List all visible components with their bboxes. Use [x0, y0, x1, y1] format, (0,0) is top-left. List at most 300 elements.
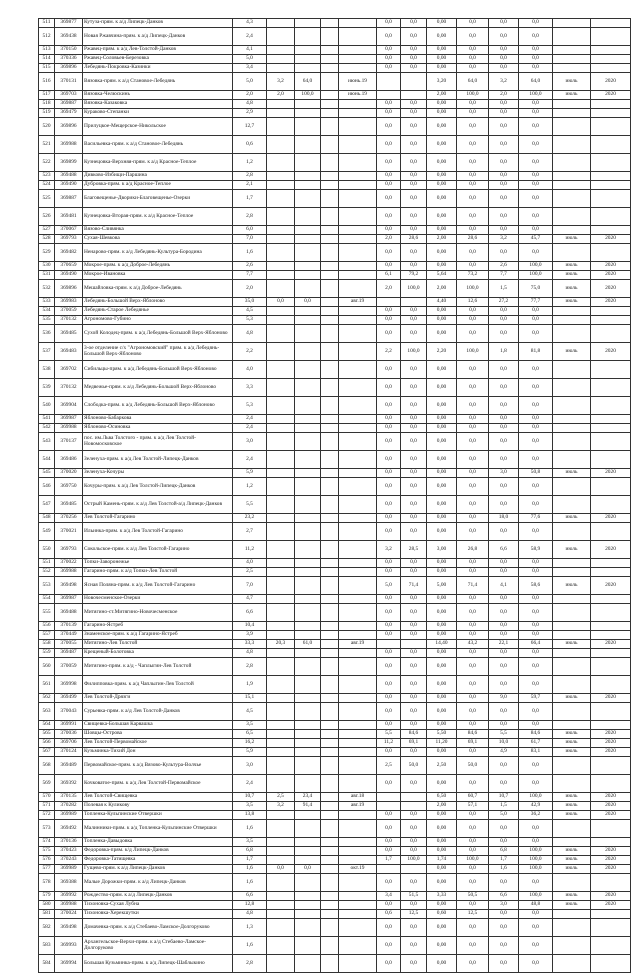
cell-c16 [591, 496, 631, 514]
cell-c14: 0,0 [519, 307, 553, 316]
cell-c7 [321, 541, 339, 559]
cell-c12: 0,0 [457, 109, 489, 118]
cell-len: 5,3 [233, 316, 267, 325]
cell-name: Топленка-Кульпинские Отвершки [83, 811, 233, 820]
cell-name: Мокрое-прям. к а/д Доброе-Лебедянь [83, 262, 233, 271]
table-row [39, 901, 631, 910]
cell-c13: 0,0 [489, 910, 519, 919]
cell-c15 [553, 361, 591, 379]
cell-c11: 2,00 [427, 280, 457, 298]
cell-c6 [295, 559, 321, 568]
cell-c8 [339, 658, 377, 676]
cell-c15: июль [553, 91, 591, 100]
cell-c16 [591, 721, 631, 730]
cell-c10 [401, 640, 427, 649]
cell-c11: 0,00 [427, 55, 457, 64]
cell-c11: 0,60 [427, 910, 457, 919]
cell-n: 550 [39, 541, 55, 559]
cell-c11: 0,00 [427, 109, 457, 118]
cell-c14: 61,7 [519, 739, 553, 748]
cell-c8 [339, 433, 377, 451]
cell-c8 [339, 649, 377, 658]
cell-c16 [591, 523, 631, 541]
cell-c15 [553, 658, 591, 676]
cell-c10: 0,0 [401, 874, 427, 892]
cell-c14: 0,0 [519, 478, 553, 496]
table-row [39, 91, 631, 100]
cell-c16: 2020 [591, 865, 631, 874]
cell-c15 [553, 955, 591, 973]
cell-n: 575 [39, 847, 55, 856]
cell-c6 [295, 910, 321, 919]
cell-c16 [591, 244, 631, 262]
cell-name: Гагарино-Ястреб [83, 622, 233, 631]
cell-c5: 0,0 [267, 298, 295, 307]
cell-c11: 0,00 [427, 865, 457, 874]
cell-n: 552 [39, 568, 55, 577]
table-row [39, 118, 631, 136]
cell-c7 [321, 676, 339, 694]
cell-c5 [267, 856, 295, 865]
cell-c8 [339, 154, 377, 172]
cell-name: Благовещенье-Дворики-Благовещенье-Озерки [83, 190, 233, 208]
cell-c13: 0,0 [489, 136, 519, 154]
cell-c12: 0,0 [457, 397, 489, 415]
cell-c15 [553, 154, 591, 172]
cell-c13: 0,0 [489, 919, 519, 937]
cell-c8 [339, 415, 377, 424]
cell-len: 5,9 [233, 748, 267, 757]
cell-c14: 100,0 [519, 91, 553, 100]
cell-c14: 0,0 [519, 703, 553, 721]
cell-c7 [321, 604, 339, 622]
cell-c16: 2020 [591, 811, 631, 820]
cell-len: 6,0 [233, 226, 267, 235]
cell-c7 [321, 244, 339, 262]
cell-c6 [295, 262, 321, 271]
cell-c8 [339, 559, 377, 568]
cell-len: 2,1 [233, 181, 267, 190]
cell-c14: 0,0 [519, 181, 553, 190]
cell-n: 520 [39, 118, 55, 136]
cell-n: 556 [39, 622, 55, 631]
cell-c11: 0,00 [427, 874, 457, 892]
table-row [39, 55, 631, 64]
cell-c7 [321, 919, 339, 937]
cell-n: 541 [39, 415, 55, 424]
cell-c6 [295, 721, 321, 730]
cell-c14: 66,4 [519, 640, 553, 649]
cell-c8 [339, 226, 377, 235]
cell-c15: июль [553, 901, 591, 910]
cell-c8: авг.18 [339, 793, 377, 802]
cell-code: 369987 [55, 595, 83, 604]
cell-c10: 0,0 [401, 316, 427, 325]
cell-c9: 2,0 [377, 280, 401, 298]
cell-c16 [591, 559, 631, 568]
cell-name: Топки-Заворонежье [83, 559, 233, 568]
cell-c11: 0,00 [427, 847, 457, 856]
cell-c7 [321, 397, 339, 415]
cell-c9: 0,0 [377, 226, 401, 235]
cell-c14: 58,6 [519, 577, 553, 595]
cell-c15 [553, 757, 591, 775]
cell-c13: 5,5 [489, 730, 519, 739]
cell-c6 [295, 181, 321, 190]
cell-c15 [553, 172, 591, 181]
cell-c5 [267, 595, 295, 604]
cell-code: 369896 [55, 280, 83, 298]
cell-c9: 0,0 [377, 46, 401, 55]
cell-c10: 0,0 [401, 469, 427, 478]
cell-c12: 0,0 [457, 208, 489, 226]
cell-c6 [295, 136, 321, 154]
cell-c5 [267, 451, 295, 469]
cell-c13: 0,0 [489, 757, 519, 775]
cell-c7 [321, 937, 339, 955]
cell-c7 [321, 271, 339, 280]
table-row [39, 451, 631, 469]
cell-c15 [553, 244, 591, 262]
cell-c10: 0,0 [401, 397, 427, 415]
cell-c5 [267, 226, 295, 235]
cell-c5 [267, 604, 295, 622]
cell-code: 369703 [55, 91, 83, 100]
cell-c8 [339, 397, 377, 415]
cell-len: 7,0 [233, 577, 267, 595]
cell-c12: 0,0 [457, 172, 489, 181]
cell-c16: 2020 [591, 802, 631, 811]
cell-c14: 48,8 [519, 901, 553, 910]
cell-c9: 0,0 [377, 676, 401, 694]
cell-c15: июль [553, 262, 591, 271]
table-row [39, 316, 631, 325]
table-row [39, 514, 631, 523]
cell-c7 [321, 847, 339, 856]
cell-c11: 0,00 [427, 307, 457, 316]
table-body [39, 19, 631, 973]
cell-c11: 0,00 [427, 100, 457, 109]
cell-c7 [321, 955, 339, 973]
cell-c7 [321, 748, 339, 757]
cell-c13: 0,0 [489, 181, 519, 190]
table-row [39, 46, 631, 55]
cell-c10: 0,0 [401, 847, 427, 856]
cell-c7 [321, 496, 339, 514]
cell-name: Крещеный-Болотовка [83, 649, 233, 658]
cell-len: 11,2 [233, 541, 267, 559]
cell-c15: июль [553, 343, 591, 361]
cell-c5 [267, 937, 295, 955]
cell-c11: 0,00 [427, 703, 457, 721]
cell-name: Сибильцы-прям. к а/д Лебедянь-Большой Верх-Яблоново [83, 361, 233, 379]
cell-c10: 28,6 [401, 235, 427, 244]
cell-c5 [267, 757, 295, 775]
cell-c16: 2020 [591, 739, 631, 748]
cell-c12: 0,0 [457, 64, 489, 73]
cell-c12: 50,5 [457, 892, 489, 901]
cell-c11: 0,00 [427, 262, 457, 271]
cell-c9: 0,0 [377, 325, 401, 343]
cell-c7 [321, 361, 339, 379]
cell-n: 559 [39, 649, 55, 658]
cell-c14: 0,0 [519, 820, 553, 838]
cell-c12: 0,0 [457, 604, 489, 622]
cell-c7 [321, 181, 339, 190]
cell-c8 [339, 847, 377, 856]
cell-n: 554 [39, 595, 55, 604]
cell-c9: 0,0 [377, 496, 401, 514]
cell-c6 [295, 820, 321, 838]
cell-c16 [591, 424, 631, 433]
cell-c11: 5,00 [427, 577, 457, 595]
cell-c5 [267, 64, 295, 73]
cell-name: Вязовка-Челюскинь [83, 91, 233, 100]
cell-code: 369992 [55, 892, 83, 901]
cell-code: 369706 [55, 739, 83, 748]
cell-c15 [553, 622, 591, 631]
cell-c13: 0,0 [489, 721, 519, 730]
cell-code: 370022 [55, 559, 83, 568]
cell-c16 [591, 307, 631, 316]
cell-c7 [321, 64, 339, 73]
cell-c8 [339, 676, 377, 694]
cell-n: 526 [39, 208, 55, 226]
cell-c9: 0,0 [377, 433, 401, 451]
cell-c9: 0,0 [377, 172, 401, 181]
cell-c14: 0,0 [519, 838, 553, 847]
cell-c5 [267, 748, 295, 757]
cell-c5 [267, 910, 295, 919]
cell-c7 [321, 703, 339, 721]
cell-c7 [321, 28, 339, 46]
cell-c8 [339, 469, 377, 478]
cell-c6 [295, 19, 321, 28]
road-register-sheet [38, 18, 616, 966]
cell-c14: 83,1 [519, 748, 553, 757]
cell-c10: 0,0 [401, 622, 427, 631]
cell-c7 [321, 559, 339, 568]
cell-c5 [267, 901, 295, 910]
cell-c7 [321, 622, 339, 631]
cell-c16: 2020 [591, 262, 631, 271]
cell-c5 [267, 262, 295, 271]
cell-name: Рождество-прям. к а/д Липецк-Данков [83, 892, 233, 901]
cell-c16 [591, 64, 631, 73]
table-row [39, 838, 631, 847]
cell-c11: 0,00 [427, 118, 457, 136]
cell-c5 [267, 100, 295, 109]
cell-c11: 1,74 [427, 856, 457, 865]
cell-c16: 2020 [591, 847, 631, 856]
cell-c12: 0,0 [457, 316, 489, 325]
cell-c14: 0,0 [519, 631, 553, 640]
cell-c12: 100,0 [457, 856, 489, 865]
cell-c6 [295, 226, 321, 235]
cell-len: 35,0 [233, 298, 267, 307]
cell-c10: 51,5 [401, 892, 427, 901]
table-row [39, 820, 631, 838]
cell-c13: 0,0 [489, 631, 519, 640]
cell-c13: 0,0 [489, 775, 519, 793]
cell-c15 [553, 181, 591, 190]
cell-name: Лев Толстой-Первомайское [83, 739, 233, 748]
cell-c12: 100,0 [457, 343, 489, 361]
cell-c10: 69,1 [401, 739, 427, 748]
cell-c14: 100,0 [519, 856, 553, 865]
cell-code: 369499 [55, 694, 83, 703]
cell-c7 [321, 307, 339, 316]
cell-name: 3-ое отделение с/х "Агрономовский" прям. к а/д Лебедянь-Большой Верх-Яблоново [83, 343, 233, 361]
table-row [39, 919, 631, 937]
cell-c16: 2020 [591, 577, 631, 595]
table-row [39, 694, 631, 703]
cell-code: 370055 [55, 640, 83, 649]
cell-c9: 0,0 [377, 514, 401, 523]
cell-len: 2,6 [233, 262, 267, 271]
cell-c5 [267, 811, 295, 820]
cell-c16 [591, 649, 631, 658]
cell-c14: 0,0 [519, 433, 553, 451]
cell-n: 514 [39, 55, 55, 64]
cell-c6: 91,4 [295, 802, 321, 811]
cell-c10: 0,0 [401, 775, 427, 793]
cell-name: Зеленуха-Кочуры [83, 469, 233, 478]
cell-c10: 0,0 [401, 523, 427, 541]
cell-c13: 0,0 [489, 226, 519, 235]
cell-c5 [267, 919, 295, 937]
cell-c15: июль [553, 514, 591, 523]
cell-c9: 0,0 [377, 631, 401, 640]
cell-c6 [295, 748, 321, 757]
cell-code: 369993 [55, 937, 83, 955]
cell-c8 [339, 604, 377, 622]
cell-c12: 0,0 [457, 154, 489, 172]
cell-name: Прилуцкое-Мещерское-Никольское [83, 118, 233, 136]
table-row [39, 190, 631, 208]
cell-c14: 0,0 [519, 415, 553, 424]
cell-c10: 0,0 [401, 19, 427, 28]
cell-c13: 0,0 [489, 838, 519, 847]
cell-c9: 0,6 [377, 910, 401, 919]
cell-c12: 0,0 [457, 955, 489, 973]
cell-c12: 0,0 [457, 658, 489, 676]
cell-c11: 0,00 [427, 820, 457, 838]
cell-c10: 12,5 [401, 910, 427, 919]
cell-len: 3,9 [233, 631, 267, 640]
table-row [39, 955, 631, 973]
cell-c12: 0,0 [457, 469, 489, 478]
cell-c13: 27,2 [489, 298, 519, 307]
cell-c13: 4,1 [489, 577, 519, 595]
cell-c8 [339, 19, 377, 28]
cell-name: Медвежье-прям. к а/д Лебедянь-Большой Верх-Яблоново [83, 379, 233, 397]
cell-c16: 2020 [591, 514, 631, 523]
cell-c5 [267, 523, 295, 541]
cell-name: Острый Камень-прям. к а/д Лев Толстой-а/д Липецк-Данков [83, 496, 233, 514]
table-row [39, 865, 631, 874]
cell-c15 [553, 424, 591, 433]
cell-c12: 0,0 [457, 136, 489, 154]
cell-c15 [553, 28, 591, 46]
cell-c15: июль [553, 811, 591, 820]
cell-name: Лев Толстой-Дрязги [83, 694, 233, 703]
cell-c15 [553, 631, 591, 640]
cell-len: 3,4 [233, 64, 267, 73]
cell-c13: 0,0 [489, 820, 519, 838]
cell-c14: 0,0 [519, 955, 553, 973]
cell-n: 524 [39, 181, 55, 190]
cell-len: 10,4 [233, 622, 267, 631]
table-row [39, 415, 631, 424]
table-row [39, 478, 631, 496]
cell-name: Сурьевка-прям. к а/д Лев Толстой-Данков [83, 703, 233, 721]
cell-c12: 84,6 [457, 730, 489, 739]
cell-c5 [267, 235, 295, 244]
cell-n: 583 [39, 937, 55, 955]
cell-c6 [295, 604, 321, 622]
cell-c12: 0,0 [457, 28, 489, 46]
cell-c8 [339, 595, 377, 604]
cell-c8: авг.19 [339, 298, 377, 307]
cell-c9: 0,0 [377, 748, 401, 757]
cell-c10: 0,0 [401, 361, 427, 379]
cell-c9: 0,0 [377, 244, 401, 262]
cell-n: 584 [39, 955, 55, 973]
cell-n: 518 [39, 100, 55, 109]
cell-len: 2,4 [233, 424, 267, 433]
cell-c15: июль [553, 730, 591, 739]
cell-c9: 0,0 [377, 568, 401, 577]
cell-code: 370043 [55, 703, 83, 721]
cell-c13: 0,0 [489, 415, 519, 424]
cell-c5 [267, 622, 295, 631]
cell-c12: 0,0 [457, 478, 489, 496]
cell-c11: 0,00 [427, 919, 457, 937]
table-row [39, 559, 631, 568]
cell-len: 2,4 [233, 451, 267, 469]
cell-c5 [267, 136, 295, 154]
cell-c10: 0,0 [401, 631, 427, 640]
cell-len: 2,9 [233, 109, 267, 118]
cell-c7 [321, 514, 339, 523]
cell-c15: июль [553, 541, 591, 559]
cell-c16 [591, 415, 631, 424]
cell-c16: 2020 [591, 469, 631, 478]
cell-len: 4,8 [233, 649, 267, 658]
cell-c8 [339, 343, 377, 361]
cell-c5 [267, 190, 295, 208]
cell-c11: 0,00 [427, 433, 457, 451]
cell-c9: 2,0 [377, 235, 401, 244]
cell-code: 369988 [55, 568, 83, 577]
cell-name: Дубровка-прям. к а/д Красное-Теплое [83, 181, 233, 190]
cell-c9: 0,0 [377, 136, 401, 154]
cell-name: Дивково-Избищи-Паршина [83, 172, 233, 181]
cell-name: Кузьминка-Тихий Дон [83, 748, 233, 757]
cell-c6 [295, 631, 321, 640]
cell-code: 370024 [55, 910, 83, 919]
cell-c14: 100,0 [519, 793, 553, 802]
cell-len: 12,8 [233, 901, 267, 910]
cell-c12: 0,0 [457, 748, 489, 757]
cell-len: 6,6 [233, 604, 267, 622]
cell-c15 [553, 208, 591, 226]
cell-name: Митягино-прям. к а/д - Чаплыгин-Лев Толстой [83, 658, 233, 676]
cell-c8 [339, 208, 377, 226]
cell-c12: 43,2 [457, 640, 489, 649]
cell-c8 [339, 46, 377, 55]
